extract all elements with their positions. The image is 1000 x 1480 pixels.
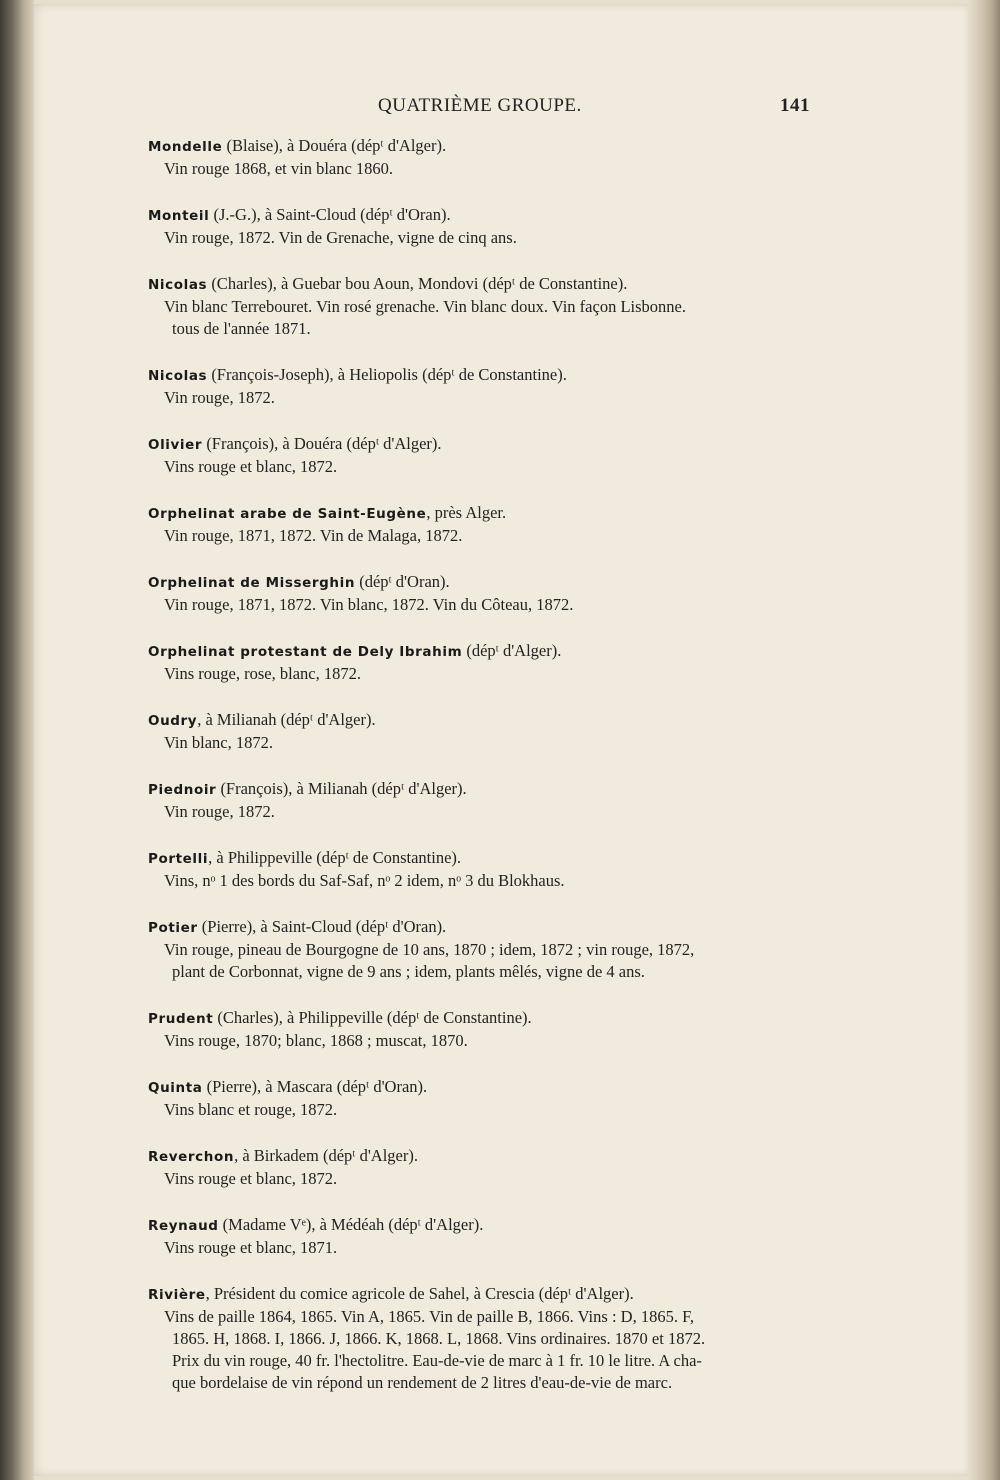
- entry-name: Monteil: [148, 208, 210, 224]
- entry-text: (François-Joseph), à Heliopolis (dépᵗ de Constantine).: [211, 365, 567, 384]
- list-entry: [148, 571, 828, 616]
- entry-text: Vin rouge 1868, et vin blanc 1860.: [164, 159, 394, 178]
- entry-text: Vins rouge et blanc, 1872.: [164, 1169, 338, 1188]
- entry-text: Vins, nᵒ 1 des bords du Saf-Saf, nᵒ 2 idem, nᵒ 3 du Blokhaus.: [164, 871, 565, 890]
- list-entry: [148, 433, 828, 478]
- entry-name: Reynaud: [148, 1218, 219, 1234]
- entry-name: Orphelinat protestant de Dely Ibrahim: [148, 644, 463, 660]
- entry-text: (Pierre), à Mascara (dépᵗ d'Oran).: [206, 1077, 428, 1096]
- entry-name: Oudry: [148, 713, 198, 729]
- entry-text: Vins rouge, 1870; blanc, 1868 ; muscat, 1870.: [164, 1031, 468, 1050]
- entry-name: Olivier: [148, 437, 203, 453]
- entry-text: que bordelaise de vin répond un rendement de 2 litres d'eau-de-vie de marc.: [172, 1373, 673, 1392]
- entry-name: Piednoir: [148, 782, 217, 798]
- list-entry: [148, 135, 828, 180]
- entry-text: (Blaise), à Douéra (dépᵗ d'Alger).: [226, 136, 447, 155]
- entry-name: Prudent: [148, 1011, 214, 1027]
- entry-name: Orphelinat arabe de Saint-Eugène: [148, 506, 427, 522]
- list-entry: [148, 1283, 828, 1394]
- entry-name: Nicolas: [148, 277, 208, 293]
- list-entry: [148, 1214, 828, 1259]
- entry-name: Rivière: [148, 1287, 206, 1303]
- list-entry: [148, 1007, 828, 1052]
- entry-text: Vin rouge, pineau de Bourgogne de 10 ans, 1870 ; idem, 1872 ; vin rouge, 1872,: [164, 940, 695, 959]
- entry-name: Potier: [148, 920, 198, 936]
- entry-text: (François), à Milianah (dépᵗ d'Alger).: [220, 779, 467, 798]
- entry-text: (Pierre), à Saint-Cloud (dépᵗ d'Oran).: [201, 917, 447, 936]
- entry-text: Vin rouge, 1871, 1872. Vin de Malaga, 1872.: [164, 526, 463, 545]
- entry-text: , à Philippeville (dépᵗ de Constantine).: [208, 848, 462, 867]
- entry-text: Vin blanc, 1872.: [164, 733, 273, 752]
- entry-text: Prix du vin rouge, 40 fr. l'hectolitre. Eau-de-vie de marc à 1 fr. 10 le litre. A cha-: [172, 1351, 702, 1370]
- page-number: 141: [780, 95, 810, 116]
- entry-text: Vins rouge et blanc, 1871.: [164, 1238, 338, 1257]
- entry-text: plant de Corbonnat, vigne de 9 ans ; idem, plants mêlés, vigne de 4 ans.: [172, 962, 645, 981]
- entry-text: , Président du comice agricole de Sahel, à Crescia (dépᵗ d'Alger).: [205, 1284, 634, 1303]
- entry-text: Vin rouge, 1872.: [164, 388, 275, 407]
- entry-text: (Charles), à Philippeville (dépᵗ de Constantine).: [217, 1008, 532, 1027]
- list-entry: [148, 640, 828, 685]
- list-entry: [148, 916, 828, 983]
- entry-name: Portelli: [148, 851, 209, 867]
- entry-text: Vin rouge, 1872. Vin de Grenache, vigne de cinq ans.: [164, 228, 517, 247]
- entry-text: Vin rouge, 1871, 1872. Vin blanc, 1872. Vin du Côteau, 1872.: [164, 595, 574, 614]
- list-entry: [148, 1076, 828, 1121]
- entry-list: [148, 135, 828, 1418]
- entry-name: Orphelinat de Misserghin: [148, 575, 356, 591]
- entry-name: Reverchon: [148, 1149, 235, 1165]
- list-entry: [148, 778, 828, 823]
- page-edge: [968, 0, 1000, 1480]
- entry-text: , près Alger.: [426, 503, 507, 522]
- entry-text: Vins blanc et rouge, 1872.: [164, 1100, 338, 1119]
- list-entry: [148, 1145, 828, 1190]
- entry-name: Mondelle: [148, 139, 223, 155]
- list-entry: [148, 847, 828, 892]
- entry-text: , à Milianah (dépᵗ d'Alger).: [197, 710, 376, 729]
- entry-text: (François), à Douéra (dépᵗ d'Alger).: [206, 434, 442, 453]
- entry-text: (dépᵗ d'Alger).: [466, 641, 562, 660]
- entry-text: 1865. H, 1868. I, 1866. J, 1866. K, 1868. L, 1868. Vins ordinaires. 1870 et 1872.: [172, 1329, 706, 1348]
- list-entry: [148, 502, 828, 547]
- entry-text: Vins rouge et blanc, 1872.: [164, 457, 338, 476]
- entry-text: (dépᵗ d'Oran).: [359, 572, 450, 591]
- list-entry: [148, 364, 828, 409]
- entry-text: tous de l'année 1871.: [172, 319, 311, 338]
- entry-text: (J.-G.), à Saint-Cloud (dépᵗ d'Oran).: [213, 205, 451, 224]
- list-entry: [148, 709, 828, 754]
- entry-text: Vin rouge, 1872.: [164, 802, 275, 821]
- entry-name: Nicolas: [148, 368, 208, 384]
- entry-name: Quinta: [148, 1080, 203, 1096]
- entry-text: (Charles), à Guebar bou Aoun, Mondovi (dépᵗ de Constantine).: [211, 274, 628, 293]
- section-title: QUATRIÈME GROUPE.: [378, 95, 582, 116]
- list-entry: [148, 204, 828, 249]
- entry-text: Vins de paille 1864, 1865. Vin A, 1865. Vin de paille B, 1866. Vins : D, 1865. F,: [164, 1307, 695, 1326]
- entry-text: Vins rouge, rose, blanc, 1872.: [164, 664, 361, 683]
- entry-text: Vin blanc Terrebouret. Vin rosé grenache. Vin blanc doux. Vin façon Lisbonne.: [164, 297, 686, 316]
- entry-text: (Madame Vᵉ), à Médéah (dépᵗ d'Alger).: [222, 1215, 484, 1234]
- list-entry: [148, 273, 828, 340]
- entry-text: , à Birkadem (dépᵗ d'Alger).: [234, 1146, 418, 1165]
- book-spine: [0, 0, 34, 1480]
